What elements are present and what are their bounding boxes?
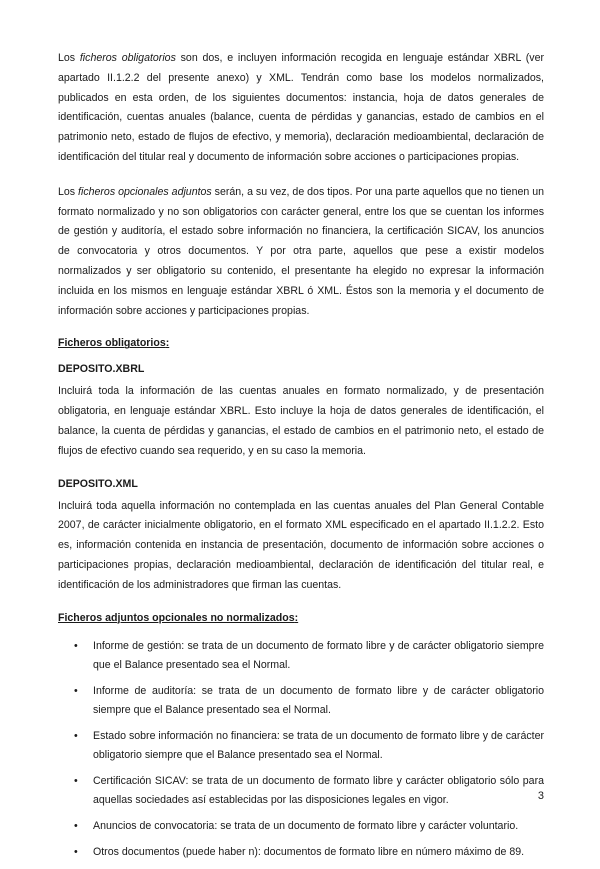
paragraph-deposito-xbrl: Incluirá toda la información de las cuentas anuales en formato normalizado, y de presentación obligatoria, en lenguaje estándar XBRL. Esto incluye la hoja de datos generales de identificación, el balance, la cuenta de pérdidas y ganancias, el estado de cambios en el patrimonio neto, el estado de flujos de efectivo cuando sea requerido, y en su caso la memoria. bbox=[58, 385, 544, 457]
list-item bbox=[58, 682, 544, 720]
heading-text: Ficheros obligatorios bbox=[58, 337, 166, 350]
bullet-icon: • bbox=[74, 819, 78, 832]
bullet-icon: • bbox=[74, 729, 78, 742]
document-page bbox=[58, 49, 544, 869]
text-run: Los bbox=[58, 185, 79, 198]
list-item-text: Certificación SICAV: se trata de un documento de formato libre y carácter obligatorio sólo para aquellas sociedades así establecidas por las disposiciones legales en vigor. bbox=[93, 774, 544, 806]
text-run: son dos, e incluyen información recogida en lenguaje estándar XBRL (ver apartado II.1.2.2 del presente anexo) y XML. Tendrán como base los modelos normalizados, publicados en esta orden, de los siguientes documentos: instancia, hoja de datos generales de identificación, cuentas anuales (balance, cuenta de pérdidas y ganancias, estado de cambios en el patrimonio neto, estado de flujos de efectivo, y memoria), declaración medioambiental, declaración de identificación del titular real y documento de información sobre acciones o participaciones propias. bbox=[58, 52, 545, 163]
emphasis-ficheros-obligatorios: ficheros obligatorios bbox=[79, 52, 176, 64]
list-item-text: Estado sobre información no financiera: se trata de un documento de formato libre y de carácter obligatorio siempre que el Balance presentado sea el Normal. bbox=[93, 729, 544, 761]
bullet-icon: • bbox=[74, 639, 78, 652]
list-item bbox=[58, 727, 544, 765]
list-item-text: Otros documentos (puede haber n): documentos de formato libre en número máximo de 89. bbox=[93, 845, 525, 858]
text-run: serán, a su vez, de dos tipos. Por una parte aquellos que no tienen un formato normalizado y no son obligatorios con carácter general, entre los que se cuentan los informes de gestión y auditoría, el estado sobre información no financiera, la certificación SICAV, los anuncios de convocatoria y otros documentos. Y por otra parte, aquellos que pese a existir modelos normalizados y ser obligatorio su contenido, el presentante ha elegido no expresar la información incluida en los mismos en lenguaje estándar XBRL ó XML. Éstos son la memoria y el documento de información sobre acciones y participaciones propias. bbox=[58, 185, 544, 317]
list-item bbox=[58, 637, 544, 675]
list-item bbox=[58, 817, 544, 836]
heading-colon: : bbox=[294, 611, 299, 624]
bullet-icon: • bbox=[74, 774, 78, 787]
bullet-list-adjuntos bbox=[58, 637, 544, 862]
heading-colon: : bbox=[165, 337, 170, 350]
emphasis-ficheros-opcionales: ficheros opcionales adjuntos bbox=[78, 185, 212, 198]
heading-text: Ficheros adjuntos opcionales no normalizados bbox=[58, 611, 295, 624]
list-item bbox=[58, 772, 544, 810]
intro-paragraph-obligatorios bbox=[58, 49, 544, 168]
list-item-text: Informe de auditoría: se trata de un documento de formato libre y de carácter obligatorio siempre que el Balance presentado sea el Normal. bbox=[93, 684, 544, 716]
bullet-icon: • bbox=[74, 845, 78, 858]
heading-ficheros-obligatorios bbox=[58, 336, 544, 350]
heading-deposito-xbrl: DEPOSITO.XBRL bbox=[58, 363, 145, 376]
intro-paragraph-opcionales bbox=[58, 183, 544, 322]
heading-deposito-xml: DEPOSITO.XML bbox=[58, 477, 138, 490]
list-item-text: Anuncios de convocatoria: se trata de un documento de formato libre y carácter voluntario. bbox=[93, 819, 519, 832]
list-item bbox=[58, 843, 544, 862]
paragraph-deposito-xml: Incluirá toda aquella información no contemplada en las cuentas anuales del Plan General Contable 2007, de carácter inicialmente obligatorio, en el formato XML especificado en el apartado II.1.2.2. Esto es, información contenida en instancia de presentación, documento de información sobre acciones o participaciones propias, declaración medioambiental, declaración de identificación del titular real, e identificación de los administradores que firman las cuentas. bbox=[58, 499, 544, 591]
list-item-text: Informe de gestión: se trata de un documento de formato libre y de carácter obligatorio siempre que el Balance presentado sea el Normal. bbox=[93, 639, 544, 671]
page-number: 3 bbox=[537, 790, 544, 802]
heading-ficheros-adjuntos bbox=[58, 611, 544, 625]
bullet-icon: • bbox=[74, 684, 78, 697]
text-run: Los bbox=[58, 52, 80, 64]
